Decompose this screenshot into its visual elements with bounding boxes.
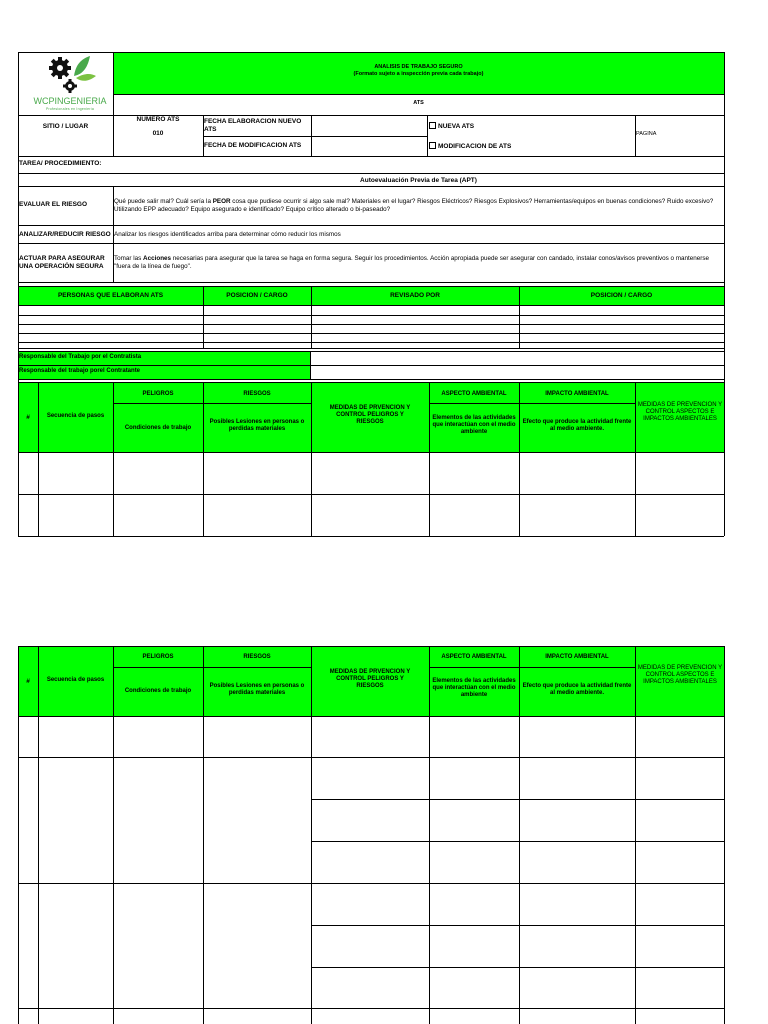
modificacion-ats-checkbox[interactable] [429, 142, 511, 151]
logo-tagline: Profesionales en Ingeniería [45, 107, 94, 111]
t2-lesiones: Posibles Lesiones en personas o perdidas materiales [209, 683, 305, 696]
input-responsable-contratista[interactable] [311, 352, 724, 365]
grid-line-v [310, 351, 311, 379]
grid-line-v [311, 115, 312, 156]
t2-medidas-amb: MEDIDAS DE PREVENCION Y CONTROL ASPECTOS E IMPACTOS AMBIENTALES [637, 665, 723, 685]
grid-line-h [18, 757, 724, 758]
t2-num: # [26, 678, 30, 685]
t2-peligros: PELIGROS [142, 654, 174, 660]
grid-line-h [18, 365, 724, 366]
evaluar-text-2: cosa que pudiese ocurrir si algo sale mal? Materiales en el lugar? Riesgos Eléctricos? Riesgos Explosivos? Herramientas/equipos en buenas condiciones? Ruido excesivo? Utilizando EPP adecuado? Equipo asegurado e identificado? Equipo crítico alterado o bi-paseado? [114, 198, 714, 213]
t1-elementos: Elementos de las actividades que interactúan con el medio ambiente [432, 415, 516, 435]
ats-label: ATS [413, 100, 424, 106]
actuar-text [114, 255, 718, 271]
fecha-elaboracion-label: FECHA ELABORACION NUEVO ATS [204, 118, 302, 133]
personas-col3: REVISADO POR [390, 292, 440, 299]
grid-line-h [113, 94, 724, 95]
grid-line-h [18, 52, 724, 53]
grid-line-v [519, 286, 520, 348]
t1-impacto: IMPACTO AMBIENTAL [545, 391, 609, 397]
grid-line-v [429, 382, 430, 536]
grid-line-v [724, 52, 725, 536]
company-logo [30, 54, 110, 112]
personas-col1: PERSONAS QUE ELABORAN ATS [57, 292, 164, 299]
grid-line-h [113, 667, 311, 668]
grid-line-v [18, 52, 19, 536]
grid-line-h [18, 243, 724, 244]
evaluar-text-bold: PEOR [212, 198, 231, 205]
grid-line-h [18, 333, 724, 334]
input-responsable-contratante[interactable] [311, 366, 724, 379]
grid-line-h [18, 716, 724, 717]
logo-text: WCPINGENIERIA [33, 96, 107, 106]
t2-elementos: Elementos de las actividades que interactúan con el medio ambiente [432, 678, 516, 698]
t1-secuencia: Secuencia de pasos [46, 413, 105, 419]
checkbox-icon [429, 122, 436, 129]
grid-line-h [18, 225, 724, 226]
grid-line-v [203, 382, 204, 536]
grid-line-h [311, 841, 724, 842]
t2-riesgos: RIESGOS [243, 654, 271, 660]
evaluar-label: EVALUAR EL RIESGO [19, 201, 88, 208]
evaluar-text-1: Qué puede salir mal? Cuál sería la [114, 198, 213, 205]
grid-line-h [18, 452, 724, 453]
actuar-text-1: Tomar las [114, 255, 144, 262]
t1-efecto: Efecto que produce la actividad frente al medio ambiente. [522, 419, 632, 432]
grid-line-h [429, 667, 635, 668]
checkbox-icon [429, 142, 436, 149]
grid-line-h [18, 305, 724, 306]
grid-line-h [18, 342, 724, 343]
form-title: ANALISIS DE TRABAJO SEGURO [374, 64, 463, 70]
grid-line-h [18, 494, 724, 495]
numero-ats-value: 010 [152, 130, 164, 137]
grid-line-v [311, 646, 312, 1024]
grid-line-v [113, 186, 114, 282]
grid-line-h [18, 646, 724, 647]
grid-line-v [311, 382, 312, 536]
grid-line-h [18, 324, 724, 325]
grid-line-h [429, 403, 635, 404]
grid-line-v [429, 646, 430, 1024]
grid-line-h [18, 282, 724, 283]
grid-line-v [203, 115, 204, 156]
numero-ats-label: NUMERO ATS [136, 116, 180, 123]
grid-line-v [38, 646, 39, 1024]
grid-line-v [203, 646, 204, 1024]
grid-line-h [18, 156, 724, 157]
responsable-contratante: Responsable del trabajo porel Contratante [19, 368, 141, 374]
grid-line-h [18, 379, 724, 380]
pagina-label: PAGINA [636, 131, 657, 137]
grid-line-v [203, 286, 204, 348]
apt-title: Autoevaluación Previa de Tarea (APT) [360, 177, 477, 184]
t1-riesgos: RIESGOS [243, 391, 271, 397]
grid-line-v [113, 646, 114, 1024]
personas-col4: POSICION / CARGO [590, 292, 653, 299]
t1-aspecto: ASPECTO AMBIENTAL [441, 391, 507, 397]
t1-condiciones: Condiciones de trabajo [124, 425, 192, 431]
grid-line-h [18, 115, 724, 116]
t1-num: # [26, 414, 30, 421]
t2-efecto: Efecto que produce la actividad frente al medio ambiente. [522, 683, 632, 696]
grid-line-v [18, 646, 19, 1024]
grid-line-h [311, 967, 724, 968]
input-fecha-modificacion[interactable] [311, 137, 427, 156]
grid-line-h [203, 136, 427, 137]
analizar-label: ANALIZAR/REDUCIR RIESGO [19, 231, 111, 238]
actuar-text-2: necesarias para asegurar que la tarea se haga en forma segura. Seguir los procedimientos. Acción apropiada puede ser asegurar con candado, instalar conos/avisos preventivos o mantenerse "fuera de la línea de fuego". [114, 255, 710, 270]
grid-line-v [311, 286, 312, 348]
t2-secuencia: Secuencia de pasos [46, 677, 105, 683]
personas-col2: POSICION / CARGO [226, 292, 288, 299]
grid-line-h [311, 925, 724, 926]
gear-leaf-icon [30, 54, 110, 94]
grid-line-h [113, 403, 311, 404]
nueva-ats-label: NUEVA ATS [438, 123, 475, 130]
input-fecha-elaboracion[interactable] [311, 115, 427, 136]
t2-aspecto: ASPECTO AMBIENTAL [441, 654, 507, 660]
modificacion-ats-label: MODIFICACION DE ATS [438, 143, 512, 150]
t2-condiciones: Condiciones de trabajo [124, 688, 192, 694]
grid-line-v [724, 646, 725, 1024]
grid-line-h [18, 286, 724, 287]
grid-line-v [519, 646, 520, 1024]
actuar-label: ACTUAR PARA ASEGURAR UNA OPERACIÓN SEGURA [19, 255, 105, 270]
grid-line-h [18, 315, 724, 316]
grid-line-h [18, 1008, 724, 1009]
grid-line-h [18, 536, 724, 537]
grid-line-v [113, 382, 114, 536]
analizar-text: Analizar los riesgos identificados arriba para determinar cómo reducir los mismos [114, 231, 341, 238]
sitio-label: SITIO / LUGAR [42, 123, 89, 130]
grid-line-h [18, 883, 724, 884]
grid-line-h [311, 799, 724, 800]
t1-lesiones: Posibles Lesiones en personas o perdidas materiales [209, 419, 305, 432]
grid-line-h [18, 173, 724, 174]
nueva-ats-checkbox[interactable] [429, 122, 474, 131]
grid-line-v [519, 382, 520, 536]
grid-line-v [427, 115, 428, 156]
grid-line-h [18, 351, 724, 352]
form-subtitle: (Formato sujeto a inspección previa cada trabajo) [353, 71, 484, 77]
evaluar-text [114, 198, 718, 214]
responsable-contratista: Responsable del Trabajo por el Contratista [19, 354, 142, 360]
grid-line-v [635, 382, 636, 536]
t1-medidas-amb: MEDIDAS DE PREVENCION Y CONTROL ASPECTOS E IMPACTOS AMBIENTALES [637, 402, 723, 422]
fecha-modificacion-label: FECHA DE MODIFICACION ATS [204, 142, 302, 149]
t2-medidas: MEDIDAS DE PRVENCION Y CONTROL PELIGROS Y RIESGOS [329, 669, 411, 689]
grid-line-h [18, 186, 724, 187]
grid-line-h [18, 382, 724, 383]
grid-line-h [18, 348, 724, 349]
grid-line-v [635, 646, 636, 1024]
t1-medidas: MEDIDAS DE PRVENCION Y CONTROL PELIGROS Y RIESGOS [329, 405, 411, 425]
tarea-label: TAREA/ PROCEDIMIENTO: [19, 160, 102, 167]
grid-line-v [38, 382, 39, 536]
grid-line-v [635, 115, 636, 156]
t2-impacto: IMPACTO AMBIENTAL [545, 654, 609, 660]
grid-line-v [113, 52, 114, 156]
t1-peligros: PELIGROS [142, 391, 174, 397]
actuar-text-bold: Acciones [143, 255, 172, 262]
